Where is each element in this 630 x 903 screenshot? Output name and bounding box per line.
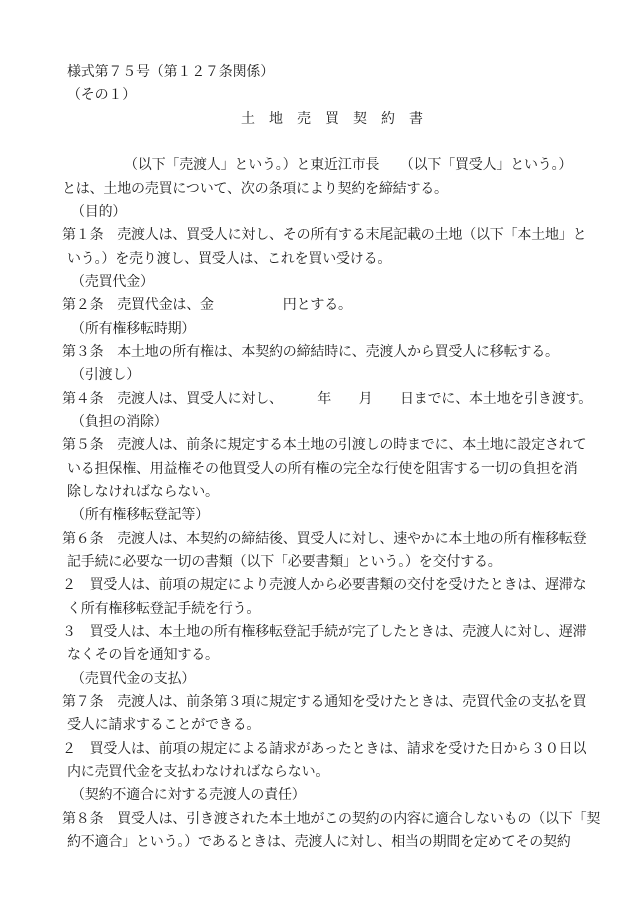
caption-price: （売買代金） — [71, 274, 154, 290]
caption-payment: （売買代金の支払） — [71, 671, 196, 687]
article-1-line: いう。）を売り渡し、買受人は、これを買い受ける。 — [67, 251, 392, 267]
caption-purpose: （目的） — [71, 204, 127, 220]
caption-ownership-transfer-time: （所有権移転時期） — [71, 321, 196, 337]
form-number-line: 様式第７５号（第１２７条関係） — [67, 65, 274, 80]
intro-line: とは、土地の売買について、次の条項により契約を締結する。 — [62, 181, 448, 197]
caption-delivery: （引渡し） — [71, 368, 140, 384]
article-8-line: 第８条 買受人は、引き渡された本土地がこの契約の内容に適合しないもの（以下「契 — [62, 811, 601, 827]
article-2-line: 第２条 売買代金は、金 円とする。 — [62, 298, 352, 314]
article-7-item-2-line: 内に売買代金を支払わなければならない。 — [67, 764, 330, 780]
caption-burden-removal: （負担の消除） — [71, 414, 168, 430]
article-7-item-2-line: ２ 買受人は、前項の規定による請求があったときは、請求を受けた日から３０日以 — [62, 741, 587, 757]
article-6-item-3-line: ３ 買受人は、本土地の所有権移転登記手続が完了したときは、売渡人に対し、遅滞 — [62, 624, 587, 640]
article-7-line: 第７条 売渡人は、前条第３項に規定する通知を受けたときは、売買代金の支払を買 — [62, 694, 587, 710]
article-4-line: 第４条 売渡人は、買受人に対し、 年 月 日までに、本土地を引き渡す。 — [62, 391, 593, 407]
article-6-item-3-line: なくその旨を通知する。 — [67, 648, 219, 664]
blank-line — [62, 131, 602, 154]
article-7-line: 受人に請求することができる。 — [67, 718, 261, 734]
article-6-item-2-line: ２ 買受人は、前項の規定により売渡人から必要書類の交付を受けたときは、遅滞な — [62, 578, 587, 594]
article-3-line: 第３条 本土地の所有権は、本契約の締結時に、売渡人から買受人に移転する。 — [62, 344, 559, 360]
article-6-line: 第６条 売渡人は、本契約の締結後、買受人に対し、速やかに本土地の所有権移転登 — [62, 531, 587, 547]
article-6-line: 記手続に必要な一切の書類（以下「必要書類」という。）を交付する。 — [67, 554, 502, 570]
article-5-line: いる担保権、用益権その他買受人の所有権の完全な行使を阻害する一切の負担を消 — [67, 461, 578, 477]
caption-nonconformity: （契約不適合に対する売渡人の責任） — [71, 788, 306, 804]
parties-line: （以下「売渡人」という。）と東近江市長 （以下「買受人」という。） — [62, 158, 573, 174]
article-5-line: 除しなければならない。 — [67, 484, 219, 500]
article-1-line: 第１条 売渡人は、買受人に対し、その所有する末尾記載の土地（以下「本土地」と — [62, 228, 587, 244]
part-label-line: （その１） — [67, 88, 136, 104]
contract-text-block — [62, 61, 602, 854]
article-8-line: 約不適合」という。）であるときは、売渡人に対し、相当の期間を定めてその契約 — [67, 834, 571, 850]
document-title: 土 地 売 買 契 約 書 — [241, 111, 423, 127]
caption-registration: （所有権移転登記等） — [71, 508, 209, 524]
article-6-item-2-line: く所有権移転登記手続を行う。 — [67, 601, 261, 617]
article-5-line: 第５条 売渡人は、前条に規定する本土地の引渡しの時までに、本土地に設定されて — [62, 438, 587, 454]
